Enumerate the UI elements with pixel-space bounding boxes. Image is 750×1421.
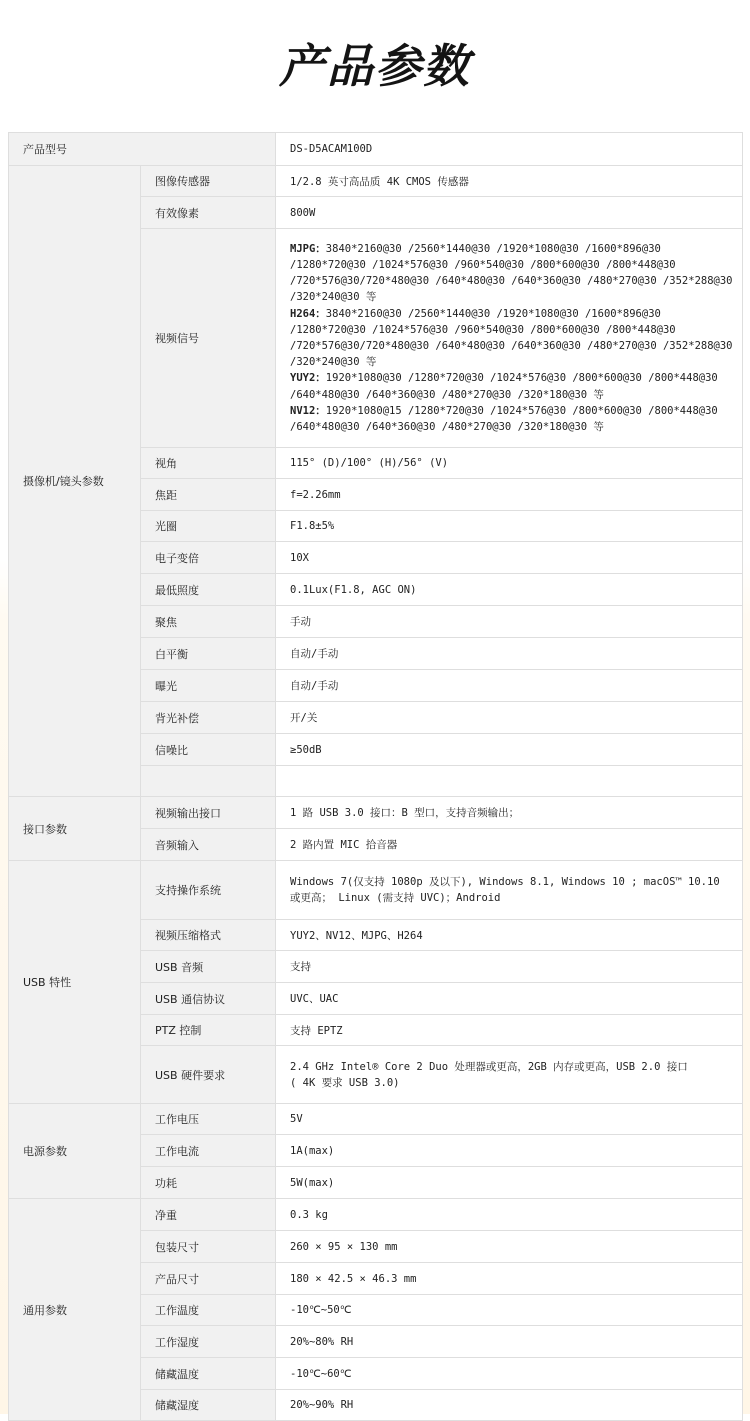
row-label: 支持操作系统 bbox=[141, 861, 276, 920]
row-label: 储藏湿度 bbox=[141, 1390, 276, 1421]
row-label: 工作电流 bbox=[141, 1135, 276, 1167]
video-line: /720*576@30/720*480@30 /640*480@30 /640*360@30 /480*270@30 /352*288@30 bbox=[290, 340, 733, 352]
row-label: 背光补偿 bbox=[141, 702, 276, 734]
row-label: 功耗 bbox=[141, 1167, 276, 1199]
row-label: 工作电压 bbox=[141, 1104, 276, 1135]
page-title: 产品参数 bbox=[279, 39, 471, 93]
row-label: 白平衡 bbox=[141, 638, 276, 670]
row-value: 20%~90% RH bbox=[276, 1390, 743, 1421]
row-label: 工作湿度 bbox=[141, 1326, 276, 1358]
row-label: 焦距 bbox=[141, 479, 276, 511]
row-value: 自动/手动 bbox=[276, 638, 743, 670]
row-label: 视频压缩格式 bbox=[141, 920, 276, 951]
video-line: /640*480@30 /640*360@30 /480*270@30 /320*180@30 等 bbox=[290, 421, 604, 434]
row-value: 0.3 kg bbox=[276, 1199, 743, 1231]
row-label: USB 硬件要求 bbox=[141, 1046, 276, 1104]
video-line: /320*240@30 等 bbox=[290, 356, 377, 369]
spec-table bbox=[8, 132, 743, 1421]
video-line: /320*240@30 等 bbox=[290, 291, 377, 304]
table-row bbox=[9, 797, 743, 829]
table-row bbox=[9, 1199, 743, 1231]
row-label: 视角 bbox=[141, 448, 276, 479]
video-signal-value bbox=[276, 229, 743, 448]
row-value: 1A(max) bbox=[276, 1135, 743, 1167]
row-label: 光圈 bbox=[141, 511, 276, 542]
row-value bbox=[276, 766, 743, 797]
row-label: 图像传感器 bbox=[141, 166, 276, 197]
group-power-label: 电源参数 bbox=[9, 1104, 141, 1199]
row-value: f=2.26mm bbox=[276, 479, 743, 511]
row-value: 260 × 95 × 130 mm bbox=[276, 1231, 743, 1263]
row-value: ≥50dB bbox=[276, 734, 743, 766]
row-label: USB 通信协议 bbox=[141, 983, 276, 1015]
row-value: 5V bbox=[276, 1104, 743, 1135]
model-label: 产品型号 bbox=[9, 133, 276, 166]
video-line: H264：3840*2160@30 /2560*1440@30 /1920*1080@30 /1600*896@30 bbox=[290, 307, 661, 320]
group-camera-label: 摄像机/镜头参数 bbox=[9, 166, 141, 797]
table-row-model bbox=[9, 133, 743, 166]
table-row bbox=[9, 166, 743, 197]
video-line: YUY2：1920*1080@30 /1280*720@30 /1024*576@30 /800*600@30 /800*448@30 bbox=[290, 372, 718, 385]
row-value: 手动 bbox=[276, 606, 743, 638]
row-value: -10℃~50℃ bbox=[276, 1295, 743, 1326]
row-value: 115° (D)/100° (H)/56° (V) bbox=[276, 448, 743, 479]
model-value: DS-D5ACAM100D bbox=[276, 133, 743, 166]
video-line: /1280*720@30 /1024*576@30 /960*540@30 /800*600@30 /800*448@30 bbox=[290, 323, 676, 336]
row-label bbox=[141, 766, 276, 797]
row-label: 工作温度 bbox=[141, 1295, 276, 1326]
row-value: UVC、UAC bbox=[276, 983, 743, 1015]
row-value: 180 × 42.5 × 46.3 mm bbox=[276, 1263, 743, 1295]
row-label: 包装尺寸 bbox=[141, 1231, 276, 1263]
group-usb-label: USB 特性 bbox=[9, 861, 141, 1104]
row-value: F1.8±5% bbox=[276, 511, 743, 542]
row-label: 电子变倍 bbox=[141, 542, 276, 574]
row-label: 最低照度 bbox=[141, 574, 276, 606]
row-label: 音频输入 bbox=[141, 829, 276, 861]
row-value: 10X bbox=[276, 542, 743, 574]
row-value: 2.4 GHz Intel® Core 2 Duo 处理器或更高，2GB 内存或更高，USB 2.0 接口 ( 4K 要求 USB 3.0) bbox=[276, 1046, 743, 1104]
row-label: 产品尺寸 bbox=[141, 1263, 276, 1295]
row-label: 视频输出接口 bbox=[141, 797, 276, 829]
table-row bbox=[9, 861, 743, 920]
row-value: 1 路 USB 3.0 接口：B 型口，支持音频输出； bbox=[276, 797, 743, 829]
row-value: -10℃~60℃ bbox=[276, 1358, 743, 1390]
row-value: 5W(max) bbox=[276, 1167, 743, 1199]
video-line: /1280*720@30 /1024*576@30 /960*540@30 /800*600@30 /800*448@30 bbox=[290, 258, 676, 271]
row-value: 20%~80% RH bbox=[276, 1326, 743, 1358]
row-label: 净重 bbox=[141, 1199, 276, 1231]
group-interface-label: 接口参数 bbox=[9, 797, 141, 861]
video-line: /640*480@30 /640*360@30 /480*270@30 /320*180@30 等 bbox=[290, 388, 604, 401]
row-label: 储藏温度 bbox=[141, 1358, 276, 1390]
group-general-label: 通用参数 bbox=[9, 1199, 141, 1421]
row-value: 支持 EPTZ bbox=[276, 1015, 743, 1046]
video-line: /720*576@30/720*480@30 /640*480@30 /640*360@30 /480*270@30 /352*288@30 bbox=[290, 275, 733, 288]
video-line: MJPG：3840*2160@30 /2560*1440@30 /1920*1080@30 /1600*896@30 bbox=[290, 242, 661, 255]
row-label: 有效像素 bbox=[141, 197, 276, 229]
row-value: 自动/手动 bbox=[276, 670, 743, 702]
row-label: 聚焦 bbox=[141, 606, 276, 638]
row-value: 支持 bbox=[276, 951, 743, 983]
row-label: USB 音频 bbox=[141, 951, 276, 983]
row-value: 1/2.8 英寸高品质 4K CMOS 传感器 bbox=[276, 166, 743, 197]
video-line: NV12：1920*1080@15 /1280*720@30 /1024*576@30 /800*600@30 /800*448@30 bbox=[290, 404, 718, 417]
row-value: 800W bbox=[276, 197, 743, 229]
row-label: 视频信号 bbox=[141, 229, 276, 448]
row-value: 开/关 bbox=[276, 702, 743, 734]
row-value: YUY2、NV12、MJPG、H264 bbox=[276, 920, 743, 951]
row-value: 0.1Lux(F1.8, AGC ON) bbox=[276, 574, 743, 606]
row-value: 2 路内置 MIC 拾音器 bbox=[276, 829, 743, 861]
row-label: 曝光 bbox=[141, 670, 276, 702]
row-label: 信噪比 bbox=[141, 734, 276, 766]
row-label: PTZ 控制 bbox=[141, 1015, 276, 1046]
row-value: Windows 7(仅支持 1080p 及以下), Windows 8.1, Windows 10 ; macOS™ 10.10 或更高； Linux (需支持 UVC)；Android bbox=[276, 861, 743, 920]
table-row bbox=[9, 1104, 743, 1135]
